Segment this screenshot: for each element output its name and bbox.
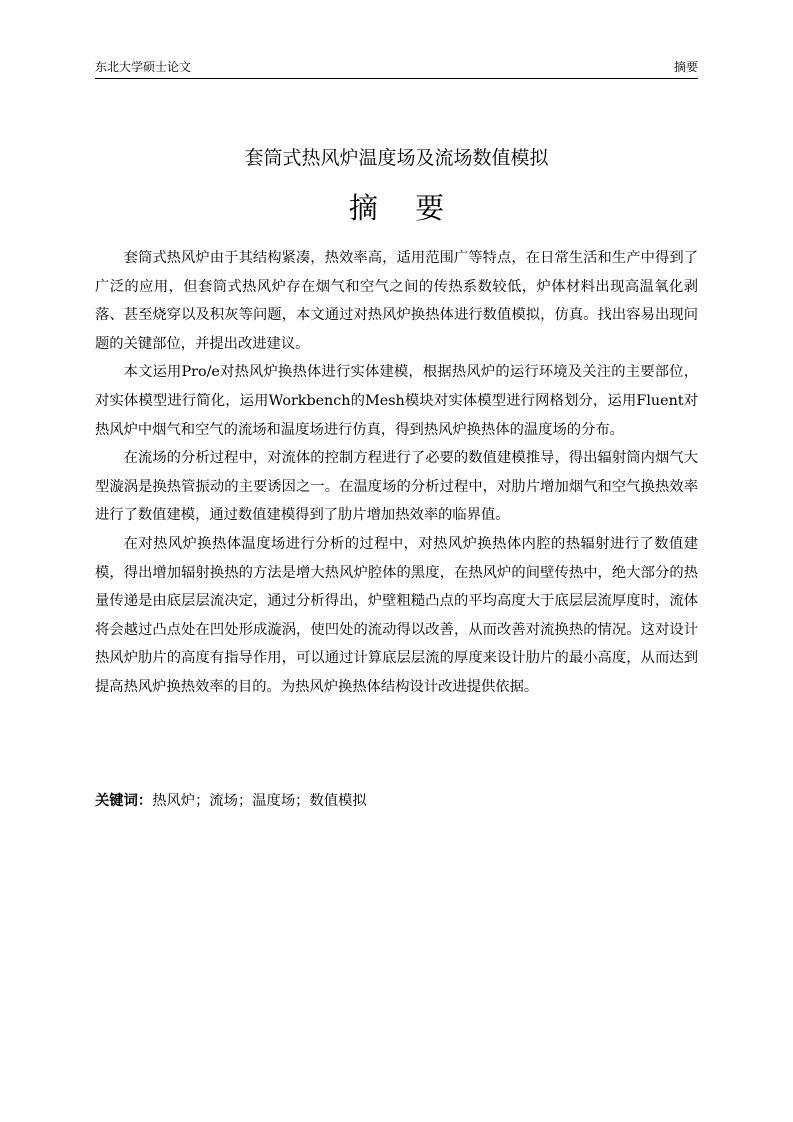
- keywords-text: 热风炉；流场；温度场；数值模拟: [152, 793, 367, 809]
- abstract-heading: 摘 要: [348, 191, 459, 225]
- abstract-paragraph-4: 在对热风炉换热体温度场进行分析的过程中，对热风炉换热体内腔的热辐射进行了数值建模，得出增加辐射换热的方法是增大热风炉腔体的黑度，在热风炉的间壁传热中，绝大部分的热量传递是由底层层流决定，通过分析得出，炉壁粗糙凸点的平均高度大于底层层流厚度时，流体将会越过凸点处在凹处形成漩涡，使凹处的流动得以改善，从而改善对流换热的情况。这对设计热风炉肋片的高度有指导作用，可以通过计算底层层流的厚度来设计肋片的最小高度，从而达到提高热风炉换热效率的目的。为热风炉换热体结构设计改进提供依据。: [95, 535, 698, 695]
- abstract-paragraph-3: 在流场的分析过程中，对流体的控制方程进行了必要的数值建模推导，得出辐射筒内烟气大型漩涡是换热管振动的主要诱因之一。在温度场的分析过程中，对肋片增加烟气和空气换热效率进行了数值建模，通过数值建模得到了肋片增加热效率的临界值。: [95, 450, 698, 524]
- keywords-line: [95, 787, 698, 815]
- running-header: [95, 58, 698, 76]
- keywords-label: 关键词：: [95, 793, 153, 809]
- abstract-body: [95, 244, 698, 702]
- header-university: 东北大学硕士论文: [95, 60, 192, 74]
- abstract-paragraph-1: 套筒式热风炉由于其结构紧凑，热效率高，适用范围广等特点，在日常生活和生产中得到了广泛的应用，但套筒式热风炉存在烟气和空气之间的传热系数较低，炉体材料出现高温氧化剥落、甚至烧穿以及积灰等问题，本文通过对热风炉换热体进行数值模拟，仿真。找出容易出现问题的关键部位，并提出改进建议。: [95, 250, 698, 352]
- header-rule: [95, 78, 698, 79]
- thesis-title: 套筒式热风炉温度场及流场数值模拟: [244, 147, 549, 169]
- abstract-paragraph-2: 本文运用Pro/e对热风炉换热体进行实体建模，根据热风炉的运行环境及关注的主要部位，对实体模型进行简化，运用Workbench的Mesh模块对实体模型进行网格划分，运用Fluent对热风炉中烟气和空气的流场和温度场进行仿真，得到热风炉换热体的温度场的分布。: [95, 364, 698, 438]
- header-section: 摘要: [673, 60, 698, 74]
